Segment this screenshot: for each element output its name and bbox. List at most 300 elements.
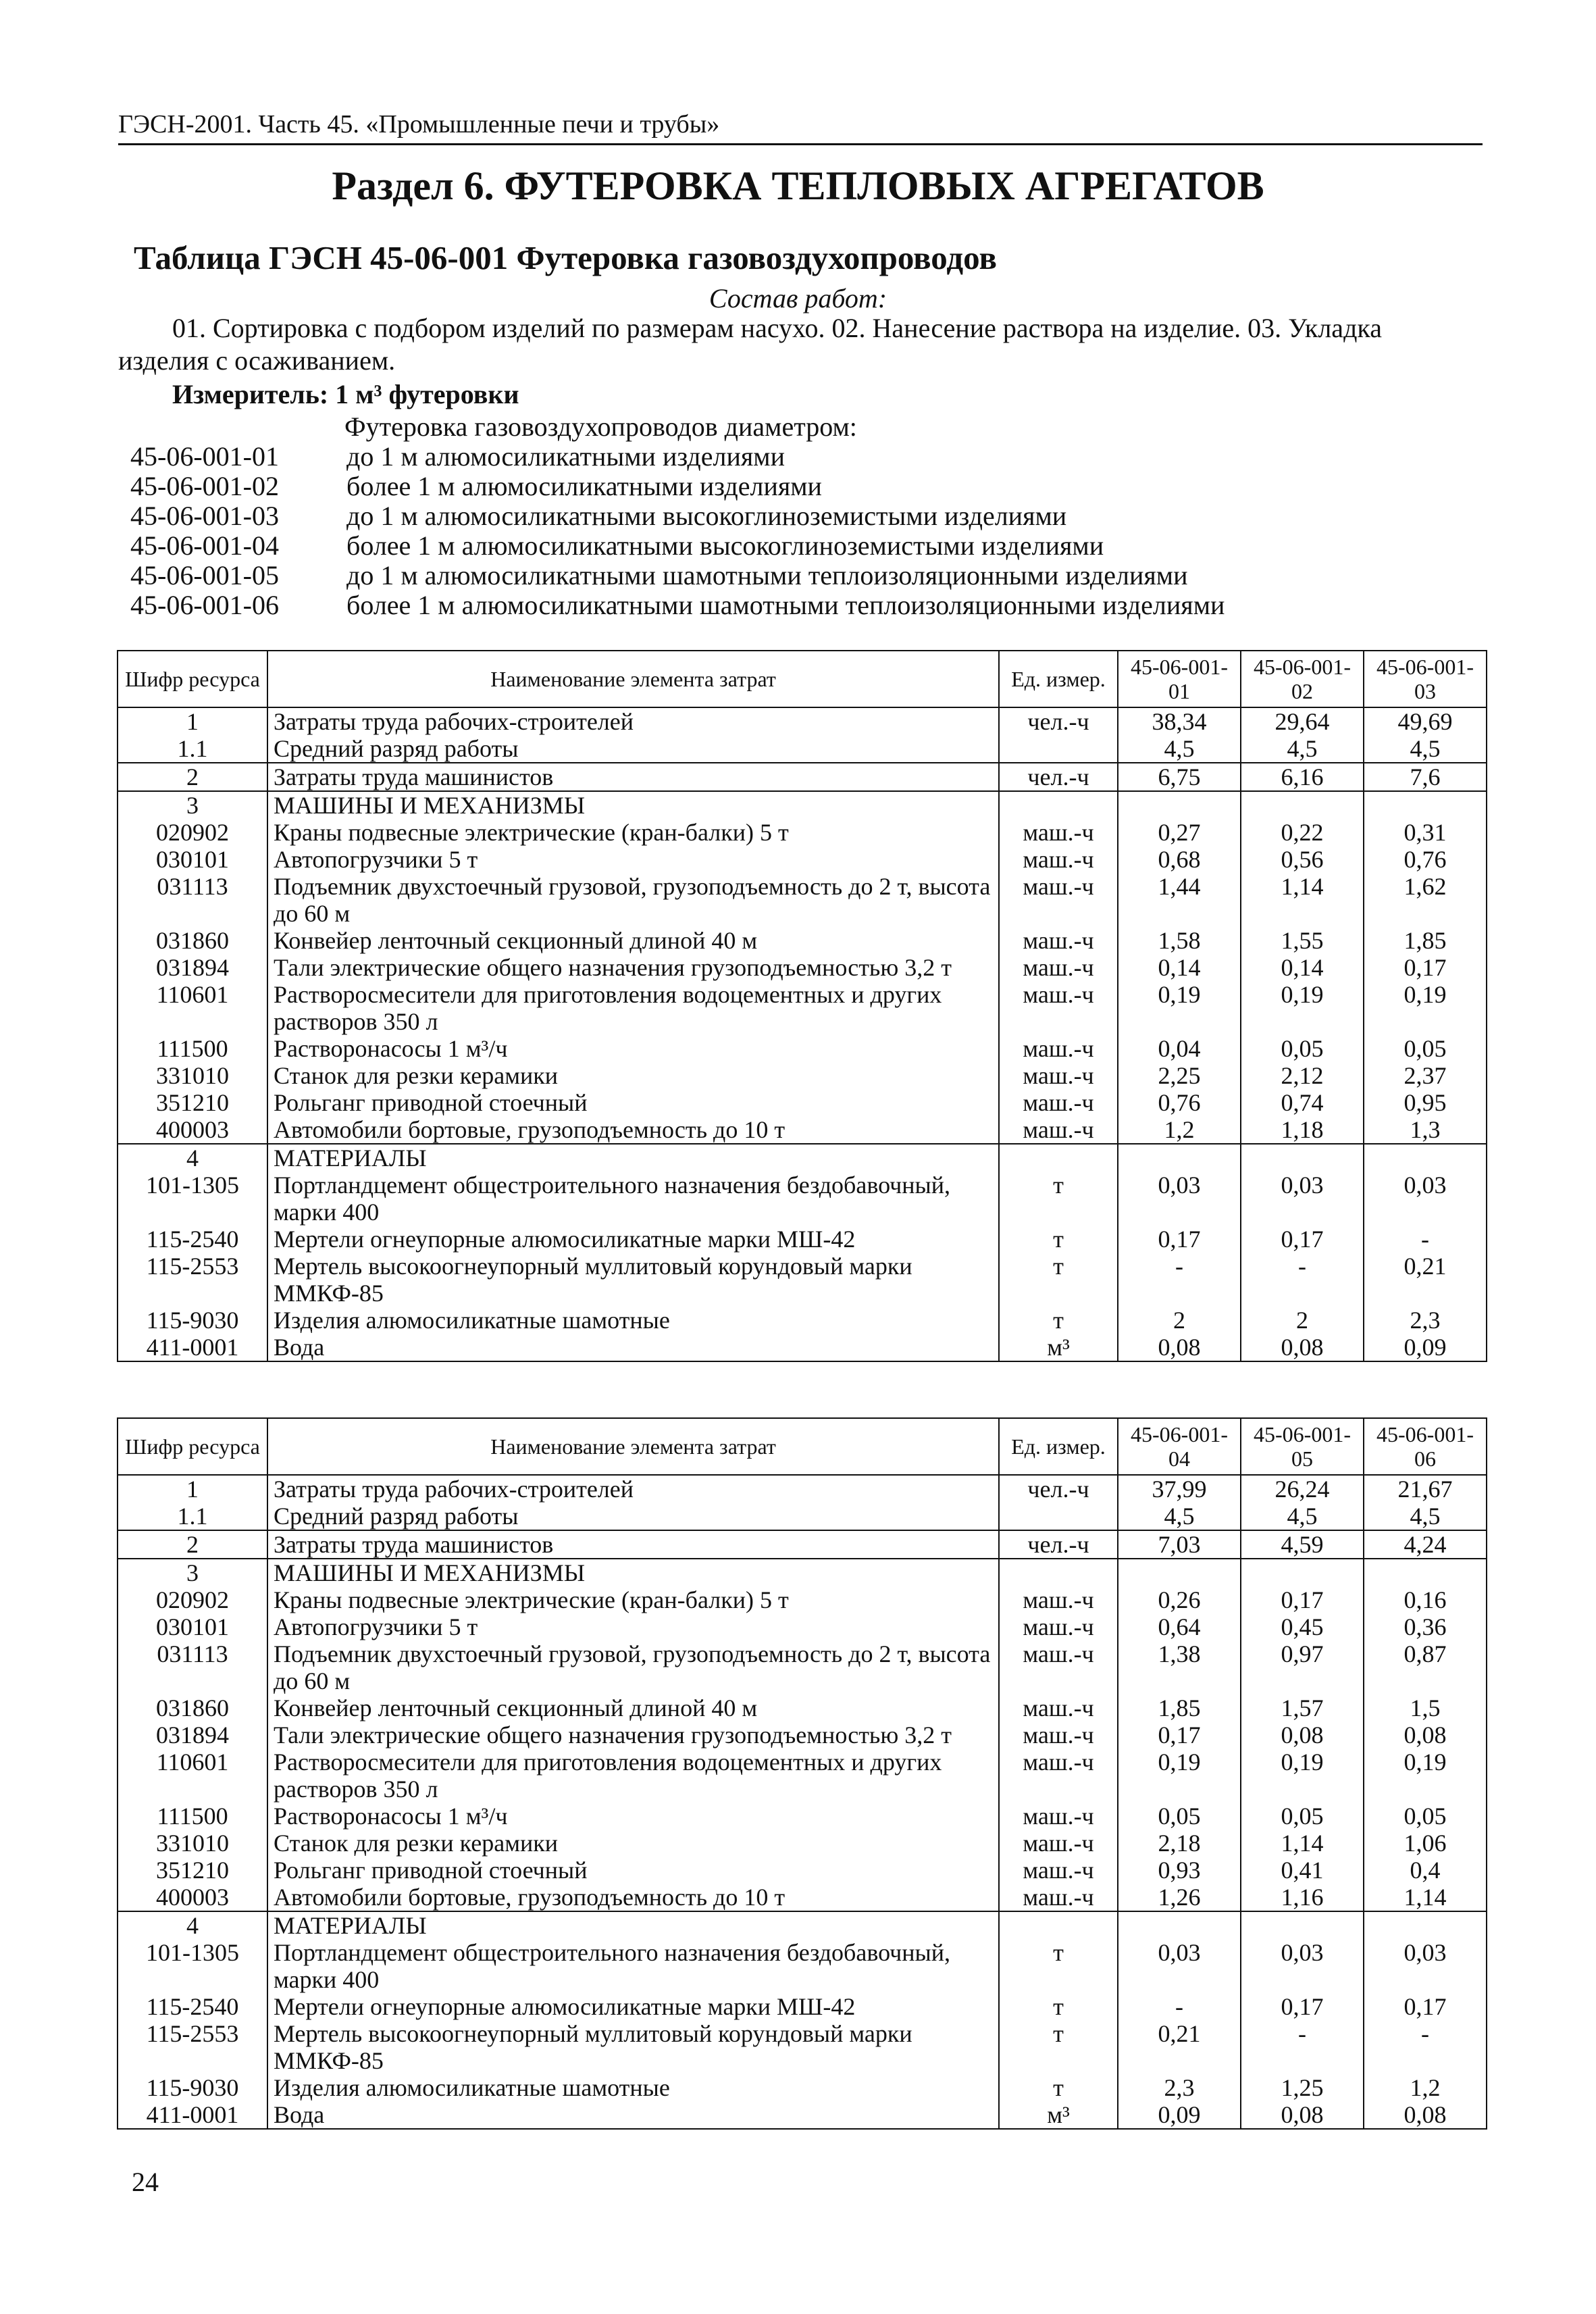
variants-list [130, 442, 1225, 620]
variant-description: до 1 м алюмосиликатными высокоглиноземистыми изделиями [346, 501, 1067, 531]
value-cell: 0,08 [1364, 2101, 1487, 2129]
cost-element-name: Тали электрические общего назначения грузоподъемностью 3,2 т [267, 954, 999, 981]
resource-code: 115-9030 [118, 2074, 267, 2101]
resource-code: 111500 [118, 1035, 267, 1062]
value-cell [1364, 791, 1487, 819]
unit-cell: т [999, 1993, 1118, 2020]
value-cell: 0,21 [1118, 2020, 1241, 2074]
value-cell: 0,03 [1241, 1172, 1364, 1226]
header-variant-code: 45-06-001-02 [1241, 651, 1364, 707]
cost-element-name: Конвейер ленточный секционный длиной 40 м [267, 1694, 999, 1721]
value-cell: 0,17 [1241, 1226, 1364, 1253]
cost-element-name: Автопогрузчики 5 т [267, 846, 999, 873]
table-row [118, 1144, 1487, 1172]
cost-element-name: Мертель высокоогнеупорный муллитовый корундовый марки ММКФ-85 [267, 2020, 999, 2074]
value-cell: 0,45 [1241, 1613, 1364, 1640]
resource-code: 031894 [118, 954, 267, 981]
value-cell: 0,05 [1241, 1035, 1364, 1062]
cost-element-name: Изделия алюмосиликатные шамотные [267, 2074, 999, 2101]
resource-code: 115-2553 [118, 1253, 267, 1307]
value-cell: 0,08 [1118, 1334, 1241, 1361]
table-row [118, 1857, 1487, 1884]
resource-code: 1.1 [118, 1503, 267, 1530]
value-cell: 0,03 [1364, 1172, 1487, 1226]
unit-cell: маш.-ч [999, 1116, 1118, 1144]
value-cell: 0,4 [1364, 1857, 1487, 1884]
resource-code: 1.1 [118, 735, 267, 763]
value-cell: 0,21 [1364, 1253, 1487, 1307]
value-cell [1118, 1911, 1241, 1939]
unit-cell: м³ [999, 1334, 1118, 1361]
resource-code: 400003 [118, 1884, 267, 1911]
resource-code: 1 [118, 1475, 267, 1503]
value-cell: 0,74 [1241, 1089, 1364, 1116]
value-cell: 1,14 [1364, 1884, 1487, 1911]
resource-code: 110601 [118, 1749, 267, 1803]
value-cell: 1,85 [1118, 1694, 1241, 1721]
resource-code: 020902 [118, 819, 267, 846]
value-cell: 29,64 [1241, 707, 1364, 735]
resource-code: 3 [118, 791, 267, 819]
table-row [118, 1586, 1487, 1613]
value-cell: 0,05 [1364, 1035, 1487, 1062]
header-unit: Ед. измер. [999, 1418, 1118, 1475]
value-cell: 0,19 [1118, 1749, 1241, 1803]
resource-code: 020902 [118, 1586, 267, 1613]
value-cell: 4,5 [1364, 1503, 1487, 1530]
value-cell: 0,03 [1118, 1939, 1241, 1993]
value-cell: 1,3 [1364, 1116, 1487, 1144]
table-row [118, 1749, 1487, 1803]
value-cell: 0,93 [1118, 1857, 1241, 1884]
table-header [118, 651, 1487, 707]
table-row [118, 1172, 1487, 1226]
resource-code: 411-0001 [118, 1334, 267, 1361]
value-cell: 0,05 [1241, 1803, 1364, 1830]
table-row [118, 927, 1487, 954]
value-cell [1118, 1144, 1241, 1172]
cost-element-name: Станок для резки керамики [267, 1830, 999, 1857]
value-cell: 1,18 [1241, 1116, 1364, 1144]
value-cell: 2,18 [1118, 1830, 1241, 1857]
table-row [118, 735, 1487, 763]
norms-table-1 [117, 650, 1487, 1362]
table-row [118, 2101, 1487, 2129]
value-cell: 26,24 [1241, 1475, 1364, 1503]
value-cell: 1,55 [1241, 927, 1364, 954]
value-cell: - [1364, 2020, 1487, 2074]
value-cell: 4,5 [1364, 735, 1487, 763]
value-cell: 0,19 [1241, 981, 1364, 1035]
variant-row [130, 561, 1225, 590]
unit-cell: маш.-ч [999, 873, 1118, 927]
value-cell: 1,26 [1118, 1884, 1241, 1911]
cost-element-name: Вода [267, 2101, 999, 2129]
header-code: Шифр ресурса [118, 1418, 267, 1475]
unit-cell: т [999, 1172, 1118, 1226]
header-name: Наименование элемента затрат [267, 1418, 999, 1475]
resource-code: 2 [118, 763, 267, 791]
value-cell: 1,14 [1241, 873, 1364, 927]
cost-element-name: Станок для резки керамики [267, 1062, 999, 1089]
section-title: Раздел 6. ФУТЕРОВКА ТЕПЛОВЫХ АГРЕГАТОВ [332, 164, 1264, 208]
value-cell: 0,64 [1118, 1613, 1241, 1640]
header-unit: Ед. измер. [999, 651, 1118, 707]
value-cell: 1,57 [1241, 1694, 1364, 1721]
cost-element-name: Затраты труда машинистов [267, 763, 999, 791]
unit-cell: т [999, 2020, 1118, 2074]
section-heading: МАШИНЫ И МЕХАНИЗМЫ [267, 791, 999, 819]
table-row [118, 1475, 1487, 1503]
table-row [118, 1613, 1487, 1640]
table-row [118, 1559, 1487, 1586]
table-row [118, 707, 1487, 735]
variant-row [130, 442, 1225, 472]
value-cell: 6,16 [1241, 763, 1364, 791]
cost-element-name: Краны подвесные электрические (кран-балки) 5 т [267, 819, 999, 846]
value-cell: 2 [1118, 1307, 1241, 1334]
value-cell: 1,25 [1241, 2074, 1364, 2101]
value-cell: 4,5 [1241, 735, 1364, 763]
value-cell: 0,17 [1118, 1721, 1241, 1749]
value-cell: - [1364, 1226, 1487, 1253]
unit-cell: чел.-ч [999, 1530, 1118, 1559]
cost-element-name: Вода [267, 1334, 999, 1361]
resource-code: 031894 [118, 1721, 267, 1749]
value-cell: 1,2 [1364, 2074, 1487, 2101]
cost-element-name: Автомобили бортовые, грузоподъемность до 10 т [267, 1884, 999, 1911]
value-cell [1241, 791, 1364, 819]
value-cell: 0,09 [1364, 1334, 1487, 1361]
value-cell: 2,37 [1364, 1062, 1487, 1089]
value-cell: 0,68 [1118, 846, 1241, 873]
value-cell: 1,06 [1364, 1830, 1487, 1857]
variant-code: 45-06-001-03 [130, 501, 279, 531]
value-cell: 0,87 [1364, 1640, 1487, 1694]
header-variant-code: 45-06-001-04 [1118, 1418, 1241, 1475]
value-cell: 21,67 [1364, 1475, 1487, 1503]
unit-cell: маш.-ч [999, 954, 1118, 981]
section-heading: МАТЕРИАЛЫ [267, 1144, 999, 1172]
unit-cell: маш.-ч [999, 1749, 1118, 1803]
cost-element-name: Растворосмесители для приготовления водоцементных и других растворов 350 л [267, 981, 999, 1035]
table-row [118, 1911, 1487, 1939]
value-cell: 0,08 [1241, 2101, 1364, 2129]
value-cell: 0,27 [1118, 819, 1241, 846]
table-row [118, 846, 1487, 873]
unit-cell: маш.-ч [999, 1613, 1118, 1640]
norms-table-2 [117, 1417, 1487, 2130]
unit-cell [999, 1503, 1118, 1530]
header-code: Шифр ресурса [118, 651, 267, 707]
value-cell: 1,5 [1364, 1694, 1487, 1721]
value-cell: 0,08 [1241, 1334, 1364, 1361]
value-cell [1118, 791, 1241, 819]
unit-cell: т [999, 2074, 1118, 2101]
unit-cell: т [999, 1307, 1118, 1334]
value-cell: 2 [1241, 1307, 1364, 1334]
value-cell: 0,36 [1364, 1613, 1487, 1640]
value-cell: 1,85 [1364, 927, 1487, 954]
resource-code: 2 [118, 1530, 267, 1559]
cost-element-name: Автопогрузчики 5 т [267, 1613, 999, 1640]
value-cell [1241, 1911, 1364, 1939]
unit-cell [999, 1559, 1118, 1586]
unit-cell: чел.-ч [999, 1475, 1118, 1503]
header-row [118, 651, 1487, 707]
header-variant-code: 45-06-001-03 [1364, 651, 1487, 707]
value-cell [1118, 1559, 1241, 1586]
table-row [118, 1253, 1487, 1307]
resource-code: 331010 [118, 1062, 267, 1089]
value-cell: 0,03 [1241, 1939, 1364, 1993]
table-row [118, 791, 1487, 819]
value-cell: 0,19 [1364, 1749, 1487, 1803]
table-row [118, 2020, 1487, 2074]
unit-cell: маш.-ч [999, 1721, 1118, 1749]
table-row [118, 873, 1487, 927]
header-variant-code: 45-06-001-01 [1118, 651, 1241, 707]
table-row [118, 1939, 1487, 1993]
table-row [118, 1307, 1487, 1334]
value-cell: 0,31 [1364, 819, 1487, 846]
cost-element-name: Растворонасосы 1 м³/ч [267, 1035, 999, 1062]
work-composition-heading: Состав работ: [709, 283, 887, 313]
unit-cell: маш.-ч [999, 1089, 1118, 1116]
cost-element-name: Растворосмесители для приготовления водоцементных и других растворов 350 л [267, 1749, 999, 1803]
table-row [118, 1062, 1487, 1089]
value-cell: 0,17 [1364, 1993, 1487, 2020]
value-cell: 4,59 [1241, 1530, 1364, 1559]
resource-code: 351210 [118, 1857, 267, 1884]
resource-code: 110601 [118, 981, 267, 1035]
value-cell: 1,58 [1118, 927, 1241, 954]
value-cell: 0,56 [1241, 846, 1364, 873]
resource-code: 030101 [118, 846, 267, 873]
value-cell: 0,03 [1364, 1939, 1487, 1993]
value-cell [1364, 1911, 1487, 1939]
value-cell: 0,76 [1118, 1089, 1241, 1116]
section-heading: МАТЕРИАЛЫ [267, 1911, 999, 1939]
resource-code: 4 [118, 1144, 267, 1172]
table-row [118, 1116, 1487, 1144]
variant-row [130, 501, 1225, 531]
cost-element-name: Тали электрические общего назначения грузоподъемностью 3,2 т [267, 1721, 999, 1749]
cost-element-name: Конвейер ленточный секционный длиной 40 м [267, 927, 999, 954]
unit-cell: маш.-ч [999, 819, 1118, 846]
value-cell: 1,2 [1118, 1116, 1241, 1144]
unit-cell: маш.-ч [999, 1884, 1118, 1911]
resource-code: 111500 [118, 1803, 267, 1830]
unit-cell: маш.-ч [999, 1586, 1118, 1613]
resource-code: 030101 [118, 1613, 267, 1640]
resource-code: 031113 [118, 1640, 267, 1694]
value-cell: - [1241, 1253, 1364, 1307]
value-cell: - [1241, 2020, 1364, 2074]
variant-code: 45-06-001-01 [130, 441, 279, 472]
table-row [118, 954, 1487, 981]
cost-element-name: Подъемник двухстоечный грузовой, грузоподъемность до 2 т, высота до 60 м [267, 873, 999, 927]
value-cell: 0,95 [1364, 1089, 1487, 1116]
resource-code: 101-1305 [118, 1939, 267, 1993]
value-cell [1364, 1559, 1487, 1586]
cost-element-name: Изделия алюмосиликатные шамотные [267, 1307, 999, 1334]
table-body [118, 707, 1487, 1361]
resource-code: 115-9030 [118, 1307, 267, 1334]
cost-element-name: Мертели огнеупорные алюмосиликатные марки МШ-42 [267, 1226, 999, 1253]
unit-cell [999, 735, 1118, 763]
value-cell: 0,19 [1118, 981, 1241, 1035]
cost-element-name: Рольганг приводной стоечный [267, 1857, 999, 1884]
value-cell: 1,38 [1118, 1640, 1241, 1694]
unit-cell: чел.-ч [999, 707, 1118, 735]
cost-element-name: Автомобили бортовые, грузоподъемность до 10 т [267, 1116, 999, 1144]
value-cell: 0,05 [1118, 1803, 1241, 1830]
value-cell: 0,09 [1118, 2101, 1241, 2129]
value-cell: 37,99 [1118, 1475, 1241, 1503]
value-cell: 7,6 [1364, 763, 1487, 791]
variant-description: более 1 м алюмосиликатными изделиями [346, 471, 822, 501]
variant-description: до 1 м алюмосиликатными шамотными теплоизоляционными изделиями [346, 560, 1188, 590]
unit-cell: маш.-ч [999, 1640, 1118, 1694]
header-variant-code: 45-06-001-06 [1364, 1418, 1487, 1475]
resource-code: 031113 [118, 873, 267, 927]
value-cell: 0,05 [1364, 1803, 1487, 1830]
unit-cell [999, 1144, 1118, 1172]
unit-cell: маш.-ч [999, 1803, 1118, 1830]
value-cell: 2,3 [1118, 2074, 1241, 2101]
variant-code: 45-06-001-05 [130, 560, 279, 590]
value-cell: 0,19 [1241, 1749, 1364, 1803]
cost-element-name: Краны подвесные электрические (кран-балки) 5 т [267, 1586, 999, 1613]
resource-code: 115-2540 [118, 1993, 267, 2020]
value-cell: 0,97 [1241, 1640, 1364, 1694]
value-cell: 0,17 [1241, 1993, 1364, 2020]
header-row [118, 1418, 1487, 1475]
cost-element-name: Затраты труда рабочих-строителей [267, 707, 999, 735]
page-number: 24 [132, 2167, 159, 2197]
resource-code: 400003 [118, 1116, 267, 1144]
table-row [118, 1803, 1487, 1830]
value-cell: 0,19 [1364, 981, 1487, 1035]
cost-element-name: Затраты труда рабочих-строителей [267, 1475, 999, 1503]
value-cell: 0,26 [1118, 1586, 1241, 1613]
measure-unit: Измеритель: 1 м³ футеровки [172, 379, 519, 409]
resource-code: 351210 [118, 1089, 267, 1116]
variant-code: 45-06-001-06 [130, 590, 279, 620]
value-cell: 1,14 [1241, 1830, 1364, 1857]
table-title: Таблица ГЭСН 45-06-001 Футеровка газовоздухопроводов [134, 239, 997, 276]
unit-cell: маш.-ч [999, 1830, 1118, 1857]
unit-cell: маш.-ч [999, 1857, 1118, 1884]
resource-code: 4 [118, 1911, 267, 1939]
value-cell: 0,17 [1241, 1586, 1364, 1613]
section-heading: МАШИНЫ И МЕХАНИЗМЫ [267, 1559, 999, 1586]
header-variant-code: 45-06-001-05 [1241, 1418, 1364, 1475]
table-row [118, 2074, 1487, 2101]
variant-code: 45-06-001-02 [130, 471, 279, 501]
table-row [118, 1884, 1487, 1911]
resource-code: 031860 [118, 1694, 267, 1721]
value-cell [1241, 1559, 1364, 1586]
value-cell: - [1118, 1253, 1241, 1307]
value-cell: 0,22 [1241, 819, 1364, 846]
value-cell: 1,62 [1364, 873, 1487, 927]
value-cell: 4,5 [1118, 1503, 1241, 1530]
value-cell: 0,76 [1364, 846, 1487, 873]
value-cell [1364, 1144, 1487, 1172]
variant-description: более 1 м алюмосиликатными высокоглиноземистыми изделиями [346, 530, 1104, 561]
variant-row [130, 472, 1225, 501]
cost-element-name: Затраты труда машинистов [267, 1530, 999, 1559]
work-composition-text: 01. Сортировка с подбором изделий по размерам насухо. 02. Нанесение раствора на изделие. 03. Укладка изделия с осаживанием. [118, 313, 1382, 376]
table-row [118, 1035, 1487, 1062]
value-cell: 0,03 [1118, 1172, 1241, 1226]
table-row [118, 819, 1487, 846]
value-cell: 2,12 [1241, 1062, 1364, 1089]
value-cell: 0,17 [1364, 954, 1487, 981]
value-cell: 4,24 [1364, 1530, 1487, 1559]
table-row [118, 1530, 1487, 1559]
variant-row [130, 531, 1225, 561]
value-cell: 0,14 [1118, 954, 1241, 981]
unit-cell: чел.-ч [999, 763, 1118, 791]
value-cell: 1,16 [1241, 1884, 1364, 1911]
unit-cell [999, 791, 1118, 819]
variant-code: 45-06-001-04 [130, 530, 279, 561]
table-row [118, 1640, 1487, 1694]
unit-cell: маш.-ч [999, 1694, 1118, 1721]
table-row [118, 1694, 1487, 1721]
value-cell: 2,3 [1364, 1307, 1487, 1334]
resource-code: 115-2540 [118, 1226, 267, 1253]
value-cell: 0,08 [1241, 1721, 1364, 1749]
resource-code: 031860 [118, 927, 267, 954]
unit-cell: маш.-ч [999, 1035, 1118, 1062]
value-cell: 0,16 [1364, 1586, 1487, 1613]
table-row [118, 1334, 1487, 1361]
unit-cell [999, 1911, 1118, 1939]
value-cell: 0,08 [1364, 1721, 1487, 1749]
table-row [118, 981, 1487, 1035]
unit-cell: т [999, 1939, 1118, 1993]
table-row [118, 763, 1487, 791]
variant-description: до 1 м алюмосиликатными изделиями [346, 441, 786, 472]
table-row [118, 1089, 1487, 1116]
cost-element-name: Мертели огнеупорные алюмосиликатные марки МШ-42 [267, 1993, 999, 2020]
cost-element-name: Мертель высокоогнеупорный муллитовый корундовый марки ММКФ-85 [267, 1253, 999, 1307]
table-row [118, 1993, 1487, 2020]
table-body [118, 1475, 1487, 2129]
unit-cell: т [999, 1253, 1118, 1307]
unit-cell: маш.-ч [999, 1062, 1118, 1089]
table-row [118, 1226, 1487, 1253]
value-cell: 38,34 [1118, 707, 1241, 735]
value-cell: 6,75 [1118, 763, 1241, 791]
resource-code: 115-2553 [118, 2020, 267, 2074]
unit-cell: маш.-ч [999, 981, 1118, 1035]
unit-cell: маш.-ч [999, 846, 1118, 873]
table-header [118, 1418, 1487, 1475]
cost-element-name: Подъемник двухстоечный грузовой, грузоподъемность до 2 т, высота до 60 м [267, 1640, 999, 1694]
value-cell: 0,04 [1118, 1035, 1241, 1062]
resource-code: 331010 [118, 1830, 267, 1857]
value-cell: - [1118, 1993, 1241, 2020]
value-cell: 0,14 [1241, 954, 1364, 981]
value-cell: 0,41 [1241, 1857, 1364, 1884]
value-cell: 0,17 [1118, 1226, 1241, 1253]
value-cell: 4,5 [1118, 735, 1241, 763]
